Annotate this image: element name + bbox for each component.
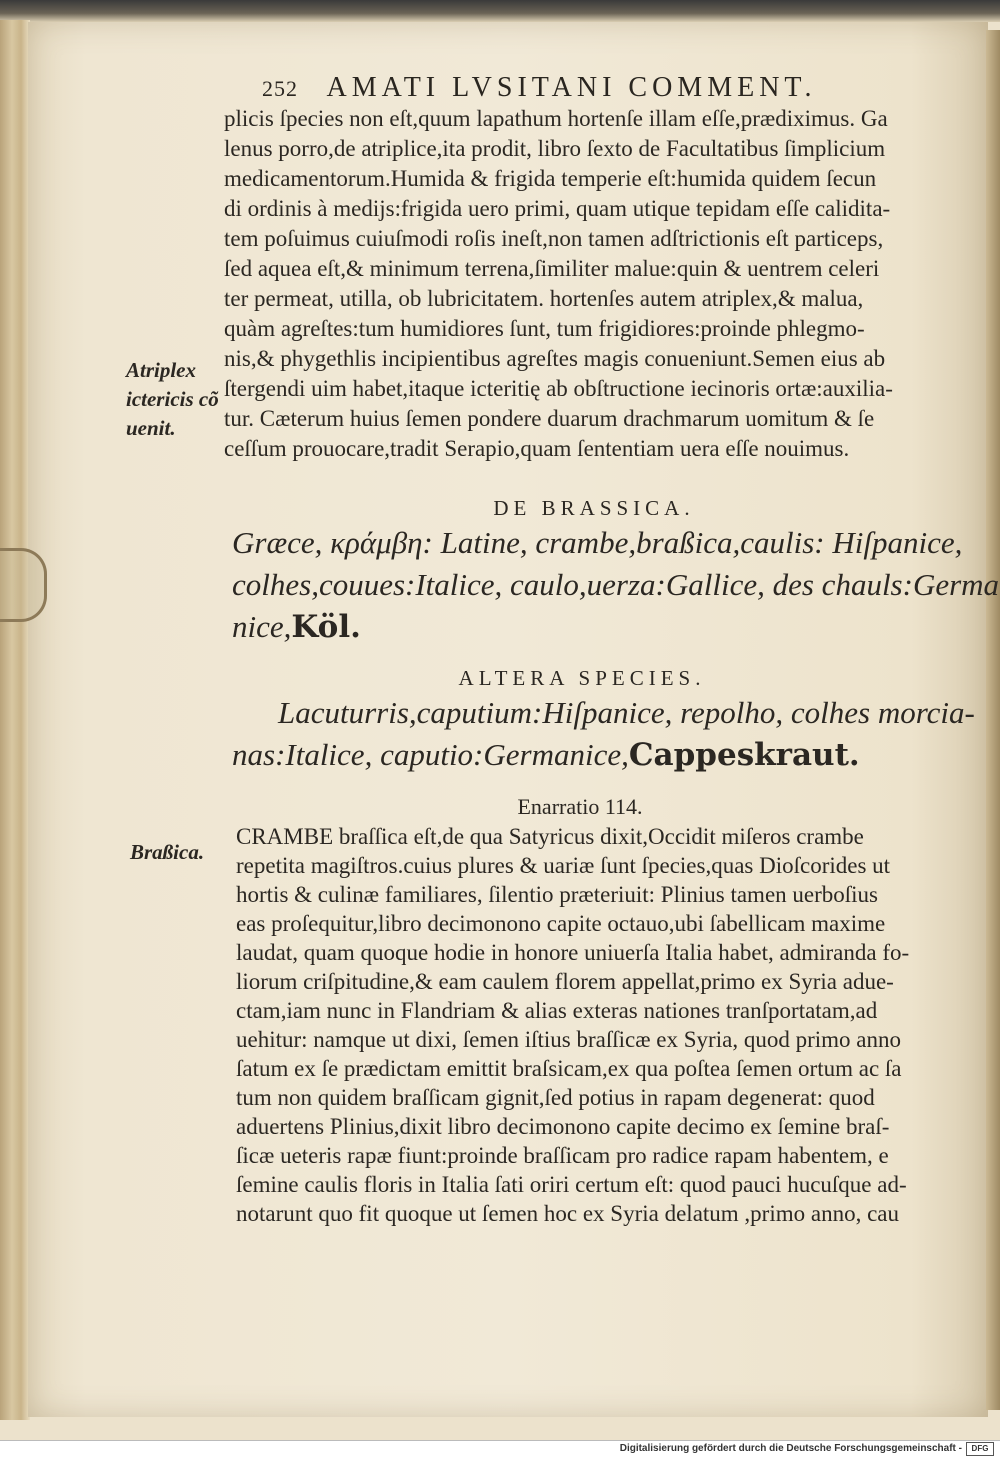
text-line: lenus porro,de atriplice,ita prodit, libro ſexto de Facultatibus ſimplicium: [224, 136, 886, 161]
text-line: uehitur: namque ut dixi, ſemen iſtius braſſicæ ex Syria, quod primo anno: [236, 1027, 901, 1052]
text-line: aduertens Plinius,dixit libro decimonono capite decimo ex ſemine braſ-: [236, 1114, 890, 1139]
names-brassica: [232, 522, 999, 648]
names-line: Græce, κράμβη: Latine, crambe,braßica,caulis: Hiſpanice,: [232, 525, 963, 560]
text-line: nis,& phygethlis incipientibus agreſtes magis conueniunt.Semen eius ab: [224, 346, 886, 371]
names-line: colhes,couues:Italice, caulo,uerza:Gallice, des chauls:Germa: [232, 567, 1000, 602]
heading-de-brassica: DE BRASSICA.: [493, 496, 695, 520]
book-top-edge: [0, 0, 1000, 22]
enarratio-heading: Enarratio 114.: [517, 794, 643, 819]
names-line: nice,Köl.: [232, 609, 361, 645]
text-line: di ordinis à medijs:frigida uero primi, quam utique tepidam eſſe calidita-: [224, 196, 891, 221]
text-line: laudat, quam quoque hodie in honore uniuerſa Italia habet, admiranda fo-: [236, 940, 910, 965]
running-header: [262, 72, 902, 104]
text-line: ter permeat, utilla, ob lubricitatem. hortenſes autem atriplex,& malua,: [224, 286, 864, 311]
text-line: notarunt quo fit quoque ut ſemen hoc ex Syria delatum ,primo anno, cau: [236, 1201, 900, 1226]
digitization-credit: Digitalisierung gefördert durch die Deutsche Forschungsgemeinschaft -: [619, 1443, 962, 1454]
text-line: medicamentorum.Humida & frigida temperie eſt:humida quidem ſecun: [224, 166, 877, 191]
text-line: CRAMBE braſſica eſt,de qua Satyricus dixit,Occidit miſeros crambe: [236, 824, 864, 849]
text-line: plicis ſpecies non eſt,quum lapathum hortenſe illam eſſe,prædiximus. Ga: [224, 106, 888, 131]
text-line: tur. Cæterum huius ſemen pondere duarum drachmarum uomitum & ſe: [224, 406, 875, 431]
text-line: tum non quidem braſſicam gignit,ſed potius in rapam degenerat: quod: [236, 1085, 875, 1110]
marginal-note-brassica: Braßica.: [130, 840, 205, 864]
names-line: nas:Italice, caputio:Germanice,Cappeskraut.: [232, 737, 860, 773]
dfg-logo: DFG: [966, 1442, 994, 1456]
text-line: quàm agreſtes:tum humidiores ſunt, tum frigidiores:proinde phlegmo-: [224, 316, 865, 341]
running-title: AMATI LVSITANI COMMENT.: [326, 72, 817, 103]
names-line: Lacuturris,caputium:Hiſpanice, repolho, colhes morcia-: [278, 695, 975, 730]
heading-altera-species: ALTERA SPECIES.: [458, 666, 706, 690]
text-line: ſemine caulis floris in Italia ſati oriri certum eſt: quod pauci hucuſque ad-: [236, 1172, 907, 1197]
text-line: ctam,iam nunc in Flandriam & alias exteras nationes tranſportatam,ad: [236, 998, 878, 1023]
text-line: eas proſequitur,libro decimonono capite octauo,ubi ſabellicam maxime: [236, 911, 886, 936]
german-word-cappeskraut: Cappeskraut.: [628, 737, 860, 773]
text-line: repetita magiſtros.cuius plures & uariæ ſunt ſpecies,quas Dioſcorides ut: [236, 853, 891, 878]
text-line: tem poſuimus cuiuſmodi roſis ineſt,non tamen adſtrictionis eſt particeps,: [224, 226, 884, 251]
text-line: ceſſum prouocare,tradit Serapio,quam ſententiam uera eſſe nouimus.: [224, 436, 850, 461]
page-number: 252: [262, 76, 298, 101]
text-block-atriplex: [224, 104, 893, 464]
german-word-kol: Köl.: [291, 609, 361, 645]
text-block-brassica: [236, 822, 909, 1228]
text-line: hortis & culinæ familiares, ſilentio præteriuit: Plinius tamen uerboſius: [236, 882, 879, 907]
names-altera-species: [232, 692, 975, 776]
book-spine-edge: [0, 20, 30, 1420]
text-line: ſicæ ueteris rapæ fiunt:proinde braſſicam pro radice rapam habentem, e: [236, 1143, 889, 1168]
text-line: ſed aquea eſt,& minimum terrena,ſimiliter malue:quin & uentrem celeri: [224, 256, 880, 281]
facing-page-edge: [986, 30, 1000, 1410]
text-line: ſtergendi uim habet,itaque icteritię ab obſtructione iecinoris ortæ:auxilia-: [224, 376, 893, 401]
marginal-note-atriplex: Atriplex ictericis cõ uenit.: [126, 358, 219, 440]
text-line: ſatum ex ſe prædictam emittit braſsicam,ex qua poſtea ſemen ortum ac ſa: [236, 1056, 902, 1081]
text-line: liorum criſpitudine,& eam caulem florem appellat,primo ex Syria adue-: [236, 969, 894, 994]
page-clip: [0, 548, 47, 622]
